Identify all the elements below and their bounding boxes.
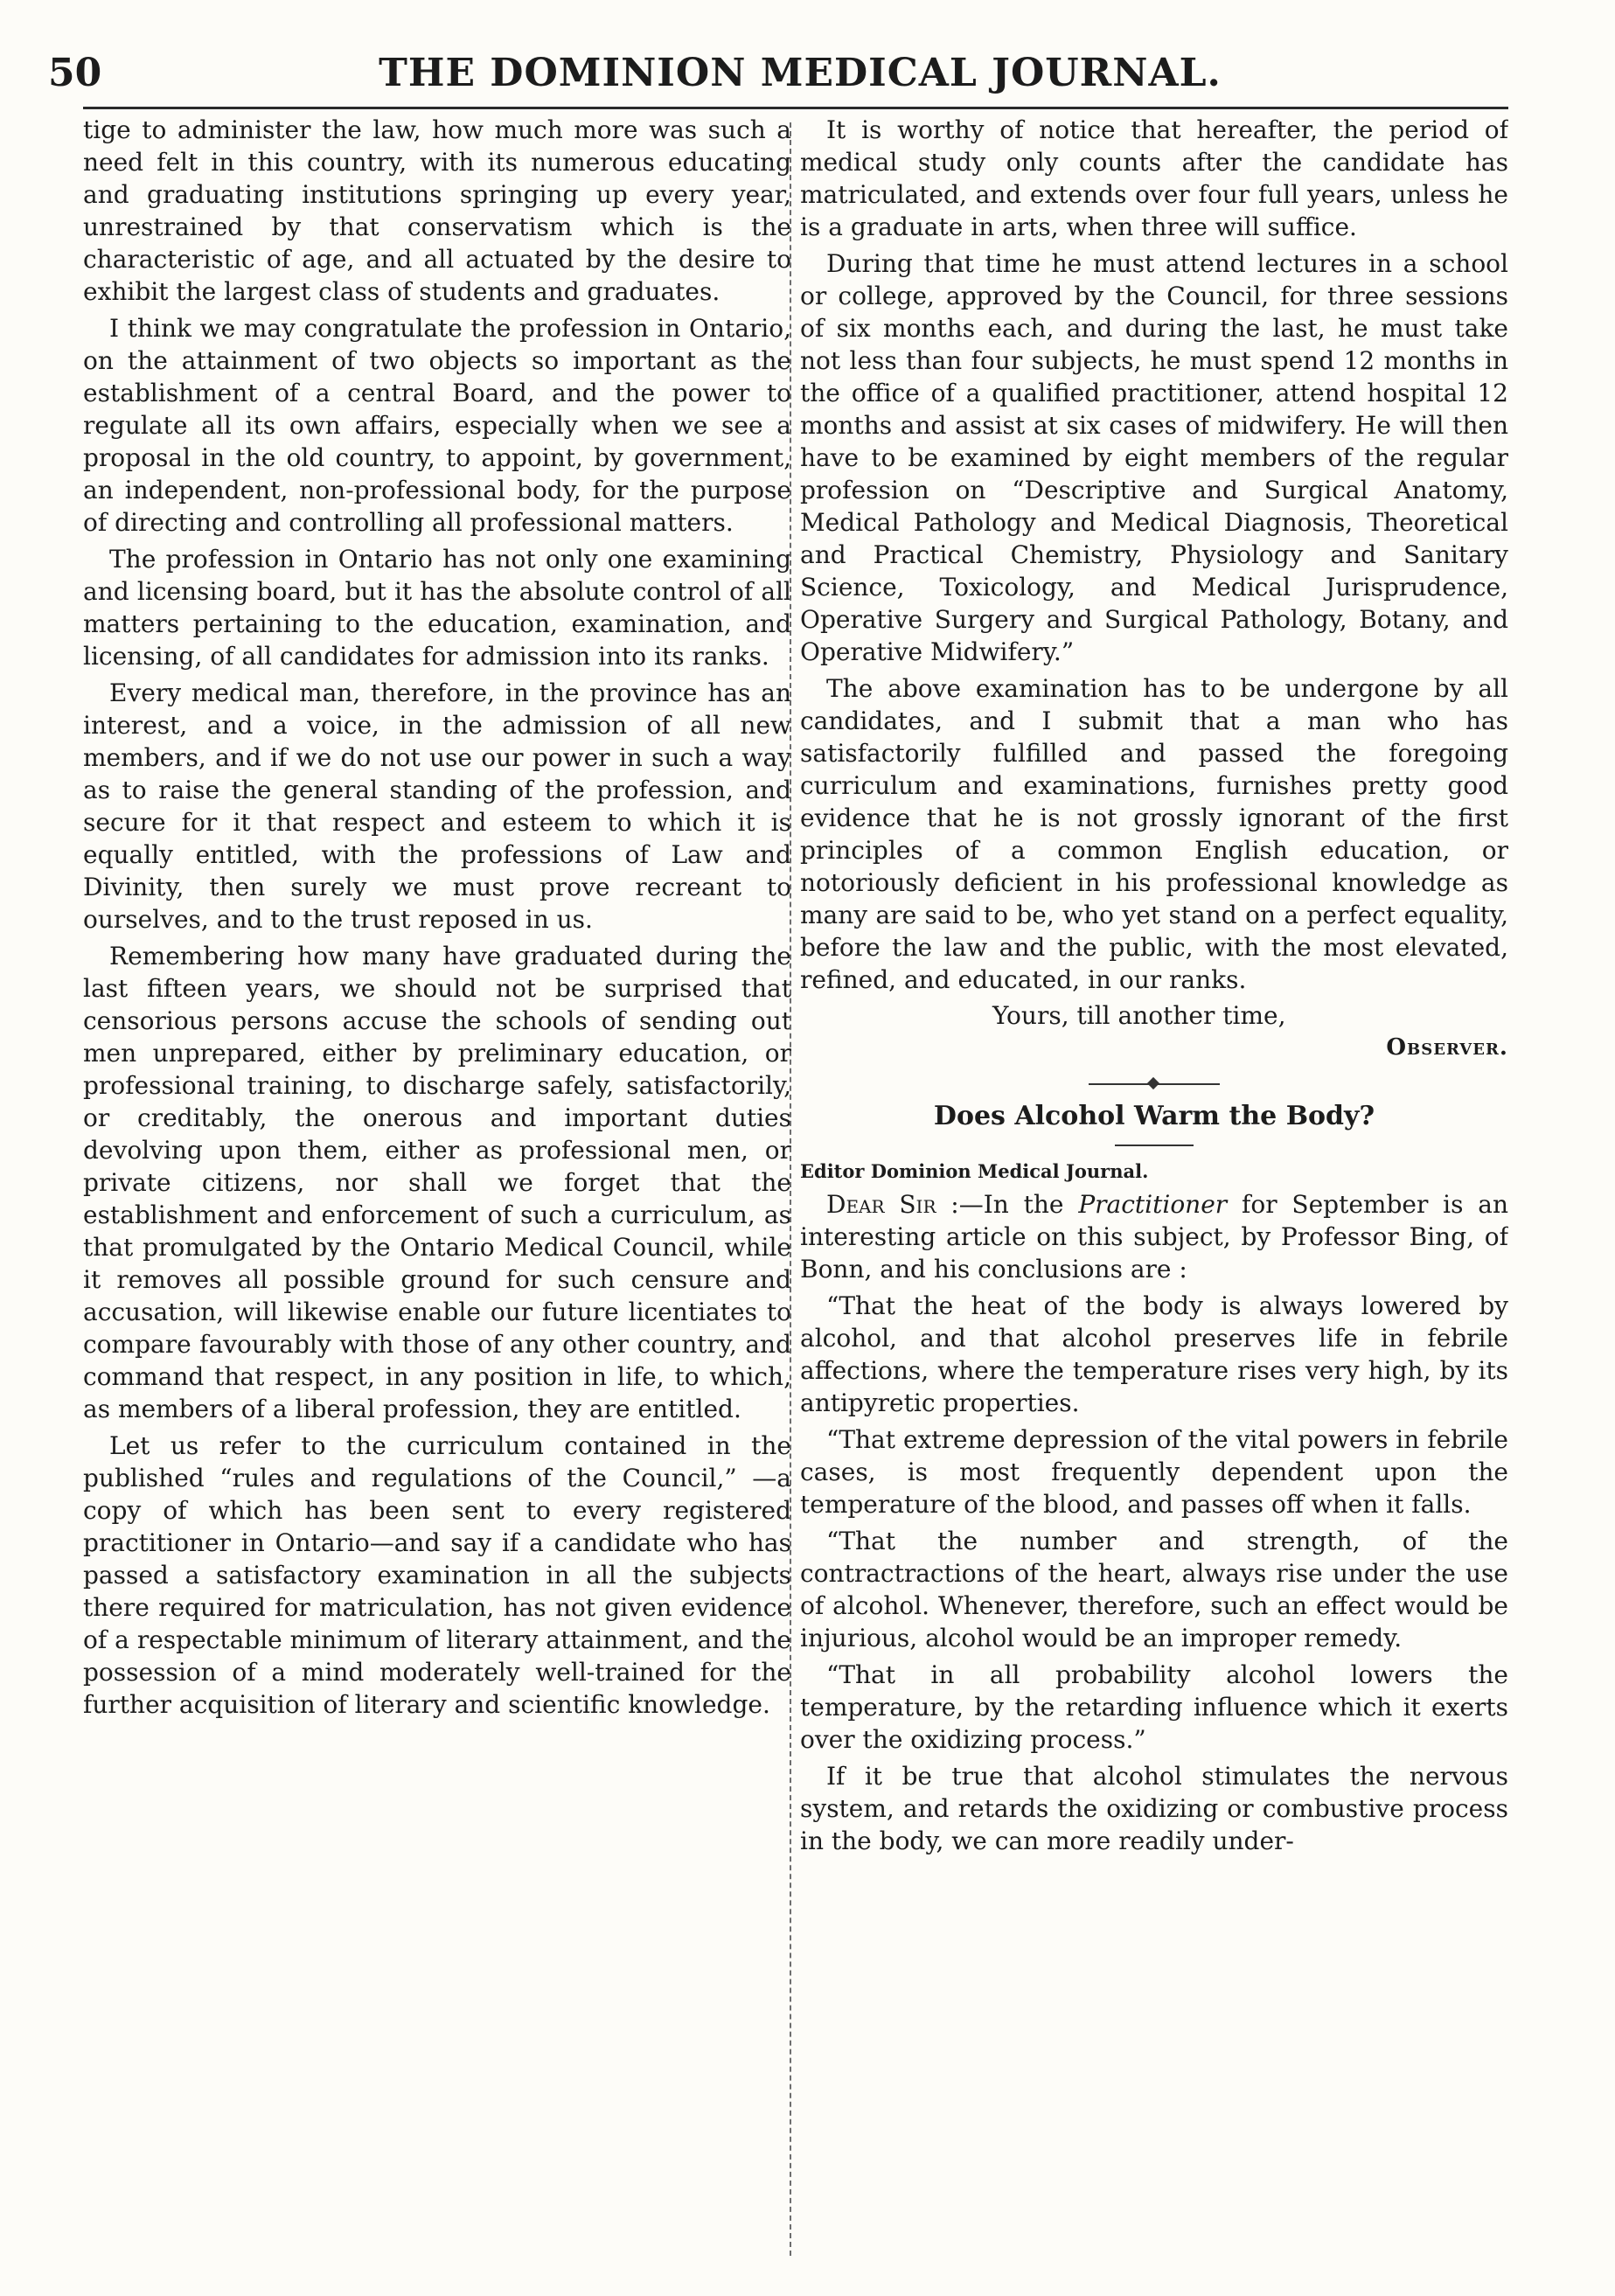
article-title: Does Alcohol Warm the Body? (933, 1101, 1375, 1131)
journal-name: Practitioner (1078, 1190, 1228, 1219)
salutation: Dear Sir (826, 1190, 936, 1219)
paragraph: The profession in Ontario has not only one examining and licensing board, but it has the absolute control of all matters pertaining to the education, examination, and licensing, of all candidates for admission into its ranks. (83, 545, 791, 671)
paragraph: Every medical man, therefore, in the province has an interest, and a voice, in the admission of all new members, and if we do not use our power in such a way as to raise the general standing of the profession, and secure for it that respect and esteem to which it is equally entitled, with the professions of Law and Divinity, then surely we must prove recreant to ourselves, and to the trust reposed in us. (83, 678, 791, 934)
paragraph: During that time he must attend lectures in a school or college, approved by the Council, for three sessions of six months each, and during the last, he must take not less than four subjects, he must spend 12 months in the office of a qualified practitioner, attend hospital 12 months and assist at six cases of midwifery. He will then have to be examined by eight members of the regular profession on “Descriptive and Surgical Anatomy, Medical Pathology and Medical Diagnosis, Theoretical and Practical Chemistry, Physiology and Sanitary Science, Toxicology, and Medical Jurisprudence, Operative Surgery and Surgical Pathology, Botany, and Operative Midwifery.” (800, 249, 1508, 666)
column-divider (790, 122, 791, 2256)
paragraph: Remembering how many have graduated during the last fifteen years, we should not be surprised that censorious persons accuse the schools of sending out men unprepared, either by preliminary education, or professional training, to discharge safely, satisfactorily, or creditably, the onerous and important duties devolving upon them, either as professional men, or private citizens, nor shall we forget that the establishment and enforcement of such a curriculum, as that promulgated by the Ontario Medical Council, while it removes all possible ground for such censure and accusation, will likewise enable our future licentiates to compare favourably with those of any other country, and command that respect, in any position in life, to which, as members of a liberal profession, they are entitled. (83, 942, 791, 1423)
intro-text: for September is an interesting article on this subject, by Professor Bing, of Bonn, and his conclusions are : (800, 1190, 1508, 1284)
journal-title: THE DOMINION MEDICAL JOURNAL. (379, 51, 1222, 95)
intro-text: :—In the (936, 1190, 1079, 1219)
paragraph: I think we may congratulate the profession in Ontario, on the attainment of two objects so important as the establishment of a central Board, and the power to regulate all its own affairs, especially when we see a proposal in the old country, to appoint, by government, an independent, non-professional body, for the purpose of directing and controlling all professional matters. (83, 314, 791, 537)
quoted-conclusion: “That extreme depression of the vital powers in febrile cases, is most frequently dependent upon the temperature of the blood, and passes off when it falls. (800, 1425, 1508, 1519)
title-rule (1115, 1145, 1194, 1146)
left-column (83, 114, 791, 2273)
paragraph: Let us refer to the curriculum contained in the published “rules and regulations of the Council,” —a copy of which has been sent to every registered practitioner in Ontario—and say if a candidate who has passed a satisfactory examination in all the subjects there required for matriculation, has not given evidence of a respectable minimum of literary attainment, and the possession of a mind moderately well-trained for the further acquisition of literary and scientific knowledge. (83, 1431, 791, 1719)
quoted-conclusion: “That the number and strength, of the contractractions of the heart, always rise under the use of alcohol. Whenever, therefore, such an effect would be injurious, alcohol would be an improper remedy. (800, 1527, 1508, 1652)
page-header (48, 42, 1552, 108)
paragraph: The above examination has to be undergone by all candidates, and I submit that a man who has satisfactorily fulfilled and passed the foregoing curriculum and examinations, furnishes pretty good evidence that he is not grossly ignorant of the first principles of a common English education, or notoriously deficient in his professional knowledge as many are said to be, who yet stand on a perfect equality, before the law and the public, with the most elevated, refined, and educated, in our ranks. (800, 674, 1508, 994)
page-number: 50 (48, 51, 102, 95)
paragraph: It is worthy of notice that hereafter, the period of medical study only counts after the candidate has matriculated, and extends over four full years, unless he is a graduate in arts, when three will suffice. (800, 115, 1508, 241)
section-separator (1089, 1083, 1220, 1085)
letter-signature: Observer. (1386, 1034, 1508, 1061)
editor-line: Editor Dominion Medical Journal. (800, 1160, 1149, 1182)
quoted-conclusion: “That in all probability alcohol lowers the temperature, by the retarding influence which it exerts over the oxidizing process.” (800, 1660, 1508, 1754)
quoted-conclusion: “That the heat of the body is always lowered by alcohol, and that alcohol preserves life in febrile affections, where the temperature rises very high, by its antipyretic properties. (800, 1291, 1508, 1417)
letter-intro (800, 1188, 1508, 1285)
paragraph: tige to administer the law, how much more was such a need felt in this country, with its numerous educating and graduating institutions springing up every year, unrestrained by that conservatism which is the characteristic of age, and all actuated by the desire to exhibit the largest class of students and graduates. (83, 115, 791, 306)
header-rule (83, 107, 1508, 109)
letter-signoff: Yours, till another time, (992, 1001, 1286, 1030)
paragraph: If it be true that alcohol stimulates the nervous system, and retards the oxidizing or combustive process in the body, we can more readily under- (800, 1762, 1508, 1855)
separator-ornament (1147, 1077, 1159, 1089)
right-column (800, 114, 1508, 2273)
